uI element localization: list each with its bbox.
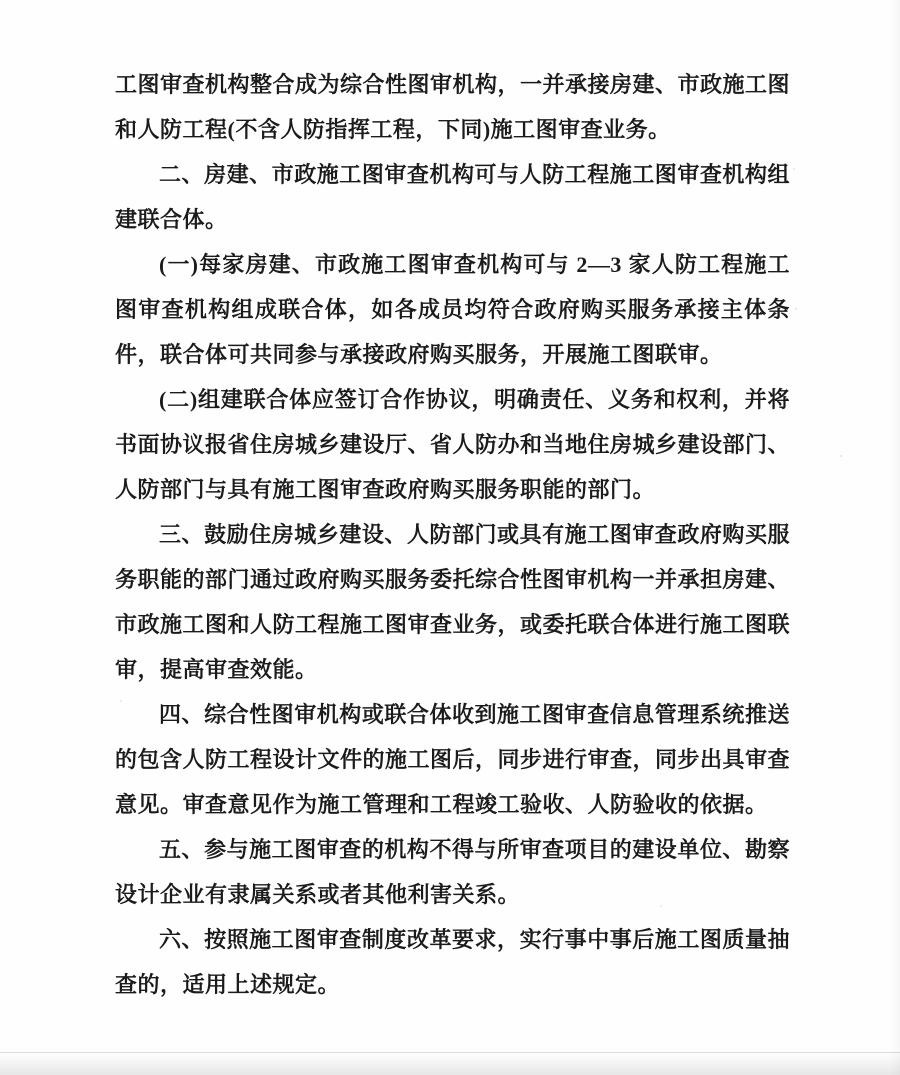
- document-paragraph: (二)组建联合体应签订合作协议，明确责任、义务和权利，并将书面协议报省住房城乡建设厅、省人防办和当地住房城乡建设部门、人防部门与具有施工图审查政府购买服务职能的部门。: [115, 387, 791, 502]
- document-paragraph: 三、鼓励住房城乡建设、人防部门或具有施工图审查政府购买服务职能的部门通过政府购买服务委托综合性图审机构一并承担房建、市政施工图和人防工程施工图审查业务，或委托联合体进行施工图联审，提高审查效能。: [115, 522, 791, 682]
- document-body: [115, 62, 790, 1007]
- document-paragraph: 工图审查机构整合成为综合性图审机构，一并承接房建、市政施工图和人防工程(不含人防指挥工程，下同)施工图审查业务。: [115, 72, 791, 142]
- document-paragraph: 五、参与施工图审查的机构不得与所审查项目的建设单位、勘察设计企业有隶属关系或者其他利害关系。: [115, 837, 790, 907]
- scan-shadow-bottom-edge: [0, 1052, 900, 1075]
- scan-noise-speckles: [0, 0, 2, 2]
- document-paragraph: (一)每家房建、市政施工图审查机构可与 2—3 家人防工程施工图审查机构组成联合体，如各成员均符合政府购买服务承接主体条件，联合体可共同参与承接政府购买服务，开展施工图联审。: [115, 252, 790, 367]
- document-paragraph: 六、按照施工图审查制度改革要求，实行事中事后施工图质量抽查的，适用上述规定。: [115, 927, 790, 997]
- document-paragraph: 四、综合性图审机构或联合体收到施工图审查信息管理系统推送的包含人防工程设计文件的施工图后，同步进行审查，同步出具审查意见。审查意见作为施工管理和工程竣工验收、人防验收的依据。: [115, 702, 791, 817]
- scan-shadow-right-edge: [890, 0, 900, 1075]
- document-paragraph: 二、房建、市政施工图审查机构可与人防工程施工图审查机构组建联合体。: [115, 162, 790, 232]
